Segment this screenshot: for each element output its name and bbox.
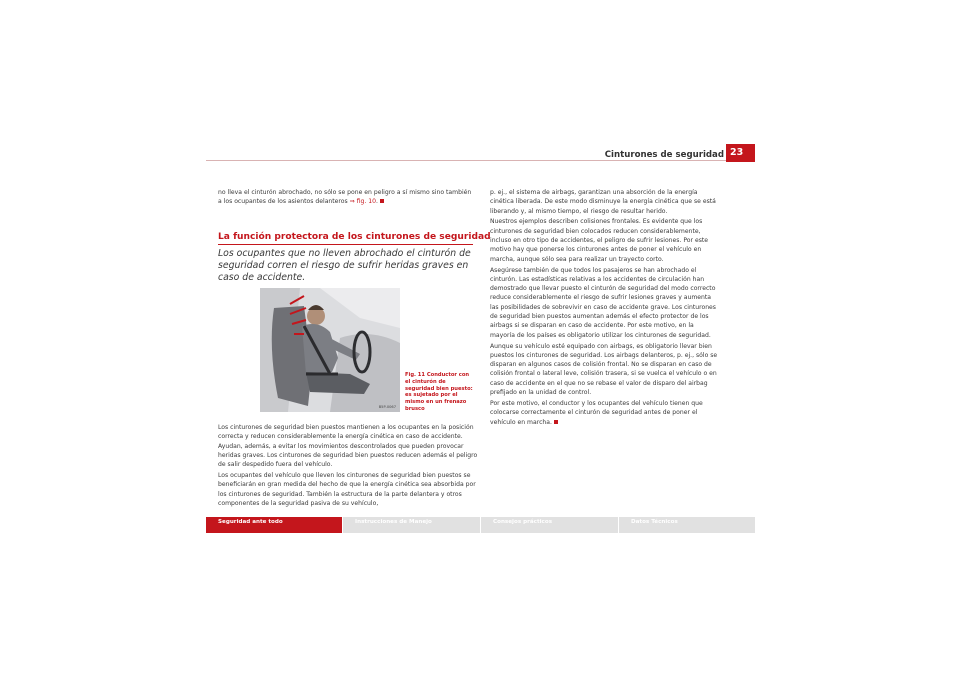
col2-para-5: Por este motivo, el conductor y los ocupantes del vehículo tienen que colocarse correctamente el cinturón de seguridad antes de poner el vehículo en marcha. (490, 399, 703, 426)
col2-body (490, 188, 718, 428)
footer-tab-instrucciones[interactable]: Instrucciones de Manejo (343, 517, 480, 533)
figure-code: B5P-0067 (378, 405, 396, 409)
figure-image (260, 288, 400, 412)
col2-para-3: Asegúrese también de que todos los pasajeros se han abrochado el cinturón. Las estadísticas relativas a los accidentes de circulación han demostrado que llevar puesto el cinturón de seguridad del modo correcto reduce considerablemente el riesgo de sufrir lesiones graves y aumenta las posibilidades de sobrevivir en caso de accidente grave. Los cinturones de seguridad bien puestos aumentan además el efecto protector de los airbags si se disparan en caso de accidente. Por este motivo, en la mayoría de los países es obligatorio utilizar los cinturones de seguridad. (490, 266, 716, 339)
col1-para-1: Los cinturones de seguridad bien puestos mantienen a los ocupantes en la posición correcta y reducen considerablemente la energía cinética en caso de accidente. Ayudan, además, a evitar los movimientos descontrolados que pueden provocar heridas graves. Los cinturones de seguridad bien puestos reducen además el peligro de salir despedido fuera del vehículo. (218, 424, 478, 469)
end-square-icon (380, 199, 384, 203)
header-rule (206, 160, 726, 161)
section-rule (218, 244, 473, 245)
col2-para-2: Nuestros ejemplos describen colisiones frontales. Es evidente que los cinturones de seguridad bien colocados reducen considerablemente, incluso en otro tipo de accidentes, el peligro de sufrir lesiones. Por este motivo hay que ponerse los cinturones antes de poner el vehículo en marcha, aunque sólo sea para realizar un trayecto corto. (490, 218, 709, 263)
footer-tab-consejos[interactable]: Consejos prácticos (481, 517, 618, 533)
header-section-title: Cinturones de seguridad (604, 150, 724, 160)
end-square-icon (554, 420, 558, 424)
footer-tab-datos[interactable]: Datos Técnicos (619, 517, 755, 533)
intro-end: . (376, 198, 378, 206)
col2-para-1: p. ej., el sistema de airbags, garantizan una absorción de la energía cinética liberada. De este modo disminuye la energía cinética que se está liberando y, al mismo tiempo, el riesgo de resultar herido. (490, 189, 716, 215)
section-subheading: Los ocupantes que no lleven abrochado el cinturón de seguridad corren el riesgo de sufrir heridas graves en caso de accidente. (218, 248, 471, 283)
section-heading: La función protectora de los cinturones de seguridad (218, 232, 491, 242)
col1-para-2: Los ocupantes del vehículo que lleven los cinturones de seguridad bien puestos se beneficiarán en gran medida del hecho de que la energía cinética sea absorbida por los cinturones de seguridad. También la estructura de la parte delantera y otros componentes de la seguridad pasiva de su vehículo, (218, 472, 476, 507)
col2-para-4: Aunque su vehículo esté equipado con airbags, es obligatorio llevar bien puestos los cinturones de seguridad. Los airbags delanteros, p. ej., sólo se disparan en algunos casos de colisión frontal. No se disparan en caso de colisión frontal o lateral leve, colisión trasera, si se vuelca el vehículo o en caso de accidente en el que no se rebase el valor de disparo del airbag prefijado en la unidad de control. (490, 342, 718, 397)
page-number: 23 (726, 144, 755, 162)
driver-seatbelt-illustration (260, 288, 400, 412)
footer-tab-seguridad[interactable]: Seguridad ante todo (206, 517, 342, 533)
figure-caption: Fig. 11 Conductor con el cinturón de seguridad bien puesto: es sujetado por el mismo en un frenazo brusco (405, 372, 473, 412)
intro-paragraph (218, 188, 476, 208)
col1-body (218, 423, 478, 510)
intro-text: no lleva el cinturón abrochado, no sólo se pone en peligro a sí mismo sino también a los ocupantes de los asientos delanteros (218, 189, 472, 206)
figure-link[interactable]: ⇒ fig. 10 (349, 198, 377, 206)
